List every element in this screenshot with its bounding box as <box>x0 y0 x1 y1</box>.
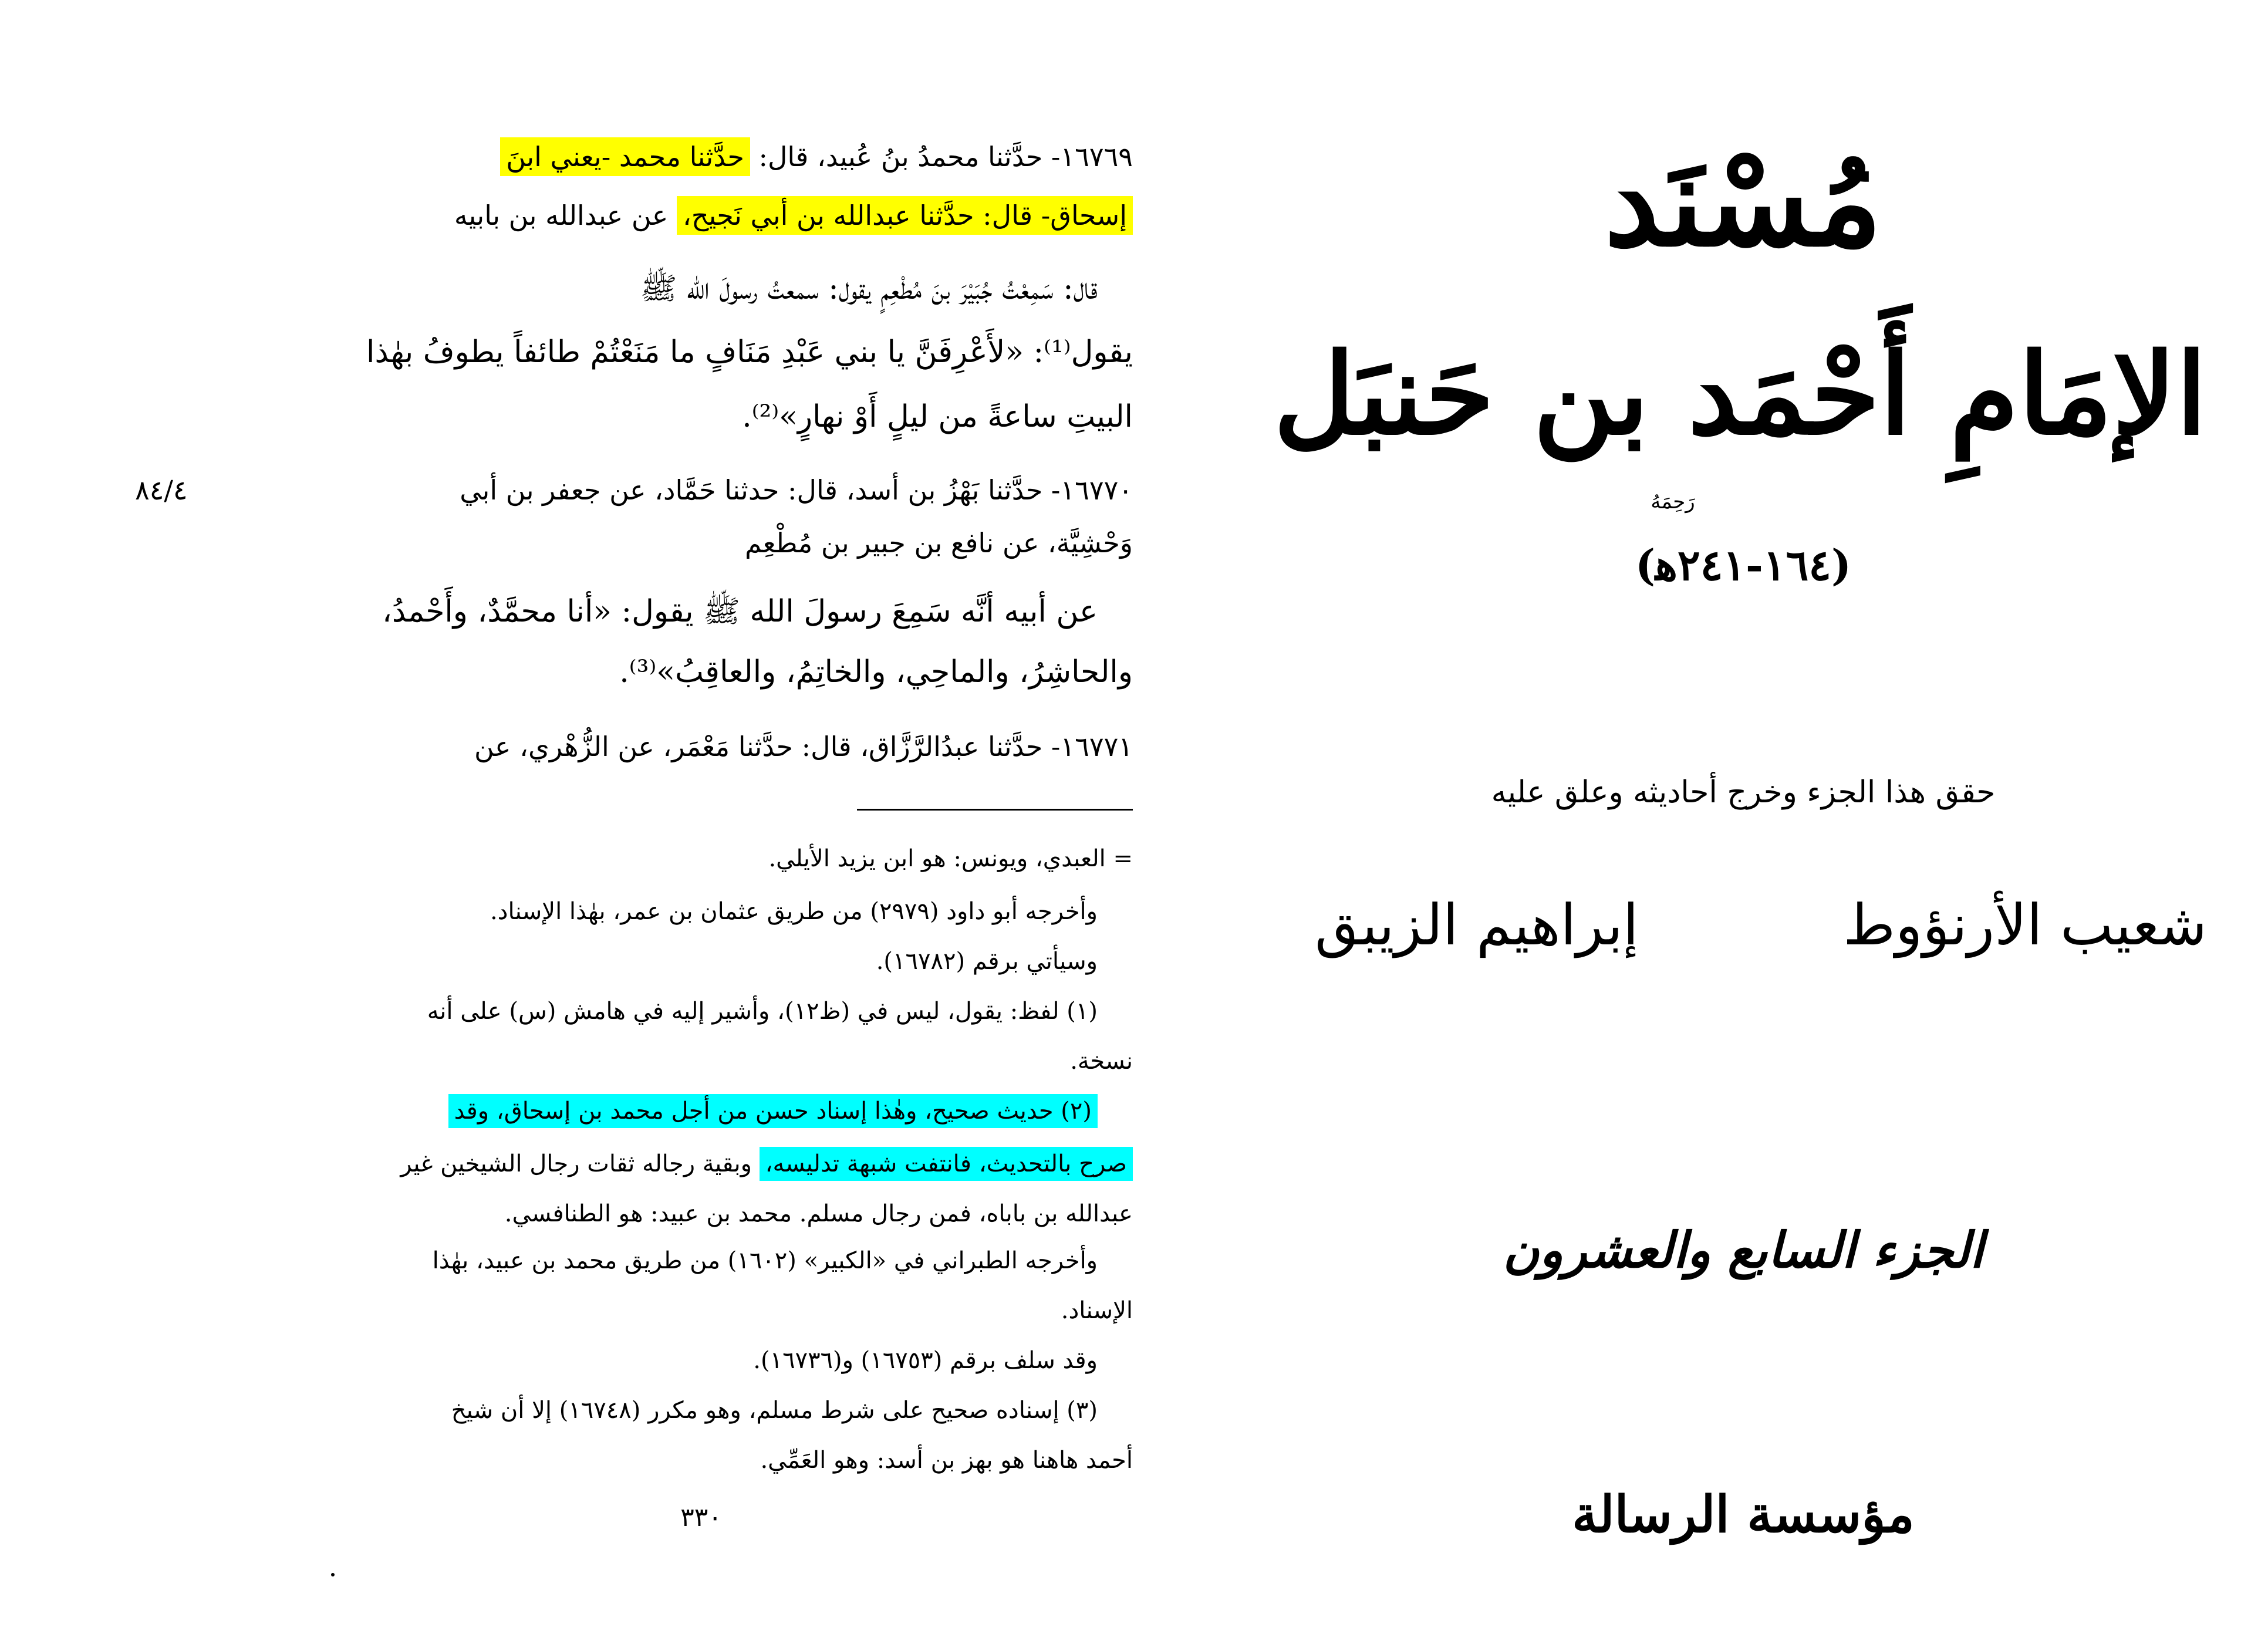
footnote-separator <box>857 809 1133 811</box>
footnote-line: وأخرجه أبو داود (٢٩٧٩) من طريق عثمان بن عمر، بهٰذا الإسناد. <box>490 898 1098 925</box>
editor-name-left: إبراهيم الزيبق <box>1315 892 1639 958</box>
publisher-name: مؤسسة الرسالة <box>1572 1485 1915 1544</box>
author-years: (١٦٤-٢٤١ﻫ) <box>1635 540 1852 590</box>
footnote-line <box>448 1098 1098 1125</box>
highlight-yellow: إسحاق- قال: حدَّثنا عبدالله بن أبي نَجيح، <box>677 196 1133 235</box>
footnote-line: عبدالله بن باباه، فمن رجال مسلم. محمد بن عبيد: هو الطنافسي. <box>504 1200 1133 1227</box>
book-title: مُسْنَد <box>1604 129 1882 274</box>
hadith-16770-line-3: عن أبيه أنَّه سَمِعَ رسولَ الله ﷺ يقول: «أنا محمَّدٌ، وأَحْمدُ، <box>382 594 1098 629</box>
hadith-16771-line-1: ١٦٧٧١- حدَّثنا عبدُالرَّزَّاق، قال: حدَّثنا مَعْمَر، عن الزُّهْري، عن <box>474 731 1133 762</box>
hadith-16769-line-1 <box>500 141 1133 173</box>
footnote-line: وقد سلف برقم (١٦٧٥٣) و(١٦٧٣٦). <box>753 1347 1098 1374</box>
volume-title: الجزء السابع والعشرون <box>1503 1221 1984 1279</box>
highlight-cyan: صرح بالتحديث، فانتفت شبهة تدليسه، <box>760 1147 1133 1181</box>
hadith-16769-line-1-plain: ١٦٧٦٩- حدَّثنا محمدُ بنُ عُبيد، قال: <box>750 141 1133 173</box>
text-page <box>135 0 1133 1651</box>
hadith-16769-line-3: قال: سَمِعْتُ جُبَيْرَ بنَ مُطْعِمٍ يقول: سمعتُ رسولَ الله ﷺ <box>640 271 1098 306</box>
footnote-line: = العبدي، ويونس: هو ابن يزيد الأيلي. <box>768 845 1133 872</box>
editor-credit: حقق هذا الجزء وخرج أحاديثه وعلق عليه <box>1491 775 1996 810</box>
volume-page-reference: ٨٤/٤ <box>135 474 188 506</box>
footnote-plain: وبقية رجاله ثقات رجال الشيخين غير <box>400 1150 760 1177</box>
footnote-line: الإسناد. <box>1061 1297 1133 1324</box>
footnote-line: وسيأتي برقم (١٦٧٨٢). <box>876 948 1098 975</box>
speck <box>331 1573 335 1576</box>
hadith-16770-line-4: والحاشِرُ، والماحِي، والخاتِمُ، والعاقِبُ»⁽³⁾. <box>619 654 1133 690</box>
hadith-16769-line-2 <box>454 200 1133 231</box>
hadith-16769-line-5: البيتِ ساعةً من ليلٍ أَوْ نهارٍ»⁽²⁾. <box>742 399 1133 434</box>
highlight-yellow: حدَّثنا محمد -يعني ابنَ <box>500 137 750 176</box>
author-honorific: رَحِمَهُ <box>1651 490 1695 514</box>
footnote-line: (١) لفظ: يقول، ليس في (ظ١٢)، وأشير إليه في هامش (س) على أنه <box>427 998 1098 1025</box>
editor-name-right: شعيب الأرنؤوط <box>1843 892 2207 958</box>
hadith-16770-line-1: ١٦٧٧٠- حدَّثنا بَهْزُ بن أسد، قال: حدثنا حَمَّاد، عن جعفر بن أبي <box>460 474 1133 506</box>
page-number: ٣٣٠ <box>680 1503 722 1532</box>
hadith-16769-line-2-plain: عن عبدالله بن بابيه <box>454 200 677 231</box>
hadith-16770-line-2: وَحْشِيَّة، عن نافع بن جبير بن مُطْعِم <box>745 527 1133 559</box>
footnote-line: وأخرجه الطبراني في «الكبير» (١٦٠٢) من طريق محمد بن عبيد، بهٰذا <box>432 1247 1098 1274</box>
footnote-line: أحمد هاهنا هو بهز بن أسد: وهو العَمِّي. <box>760 1447 1133 1474</box>
author-name: الإمَامِ أَحْمَد بن حَنبَل <box>1273 329 2207 460</box>
hadith-16769-line-4: يقول⁽¹⁾: «لأَعْرِفَنَّ يا بني عَبْدِ مَنَافٍ ما مَنَعْتُمْ طائفاً يطوفُ بهٰذا <box>366 335 1133 370</box>
highlight-cyan: (٢) حديث صحيح، وهٰذا إسناد حسن من أجل محمد بن إسحاق، وقد <box>448 1094 1098 1128</box>
footnote-line: نسخة. <box>1070 1048 1133 1075</box>
footnote-line: (٣) إسناده صحيح على شرط مسلم، وهو مكرر (١٦٧٤٨) إلا أن شيخ <box>451 1397 1098 1424</box>
title-page <box>1273 0 2207 1651</box>
footnote-line <box>400 1150 1133 1177</box>
